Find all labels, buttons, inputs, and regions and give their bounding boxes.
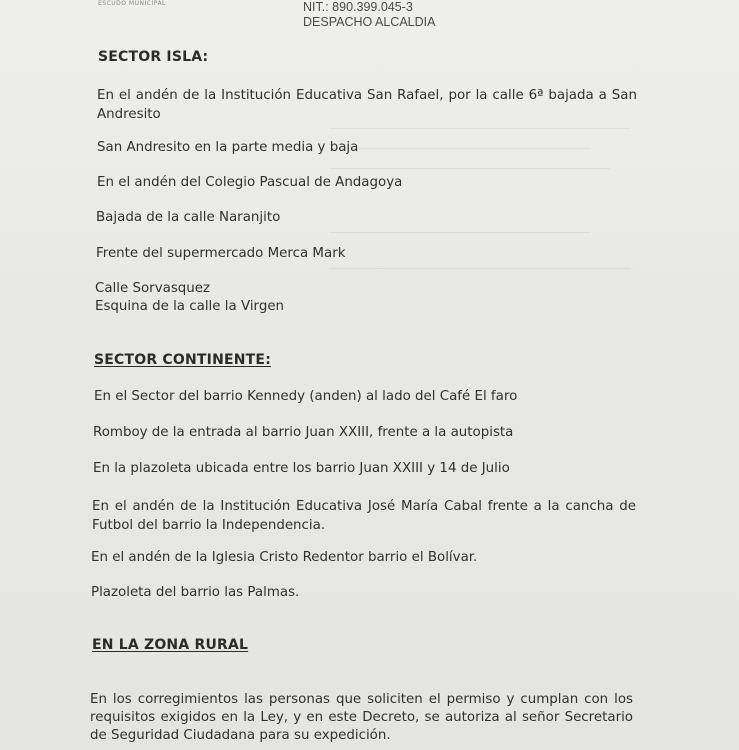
- sector-isla-item: Bajada de la calle Naranjito: [96, 210, 281, 225]
- sector-continente-heading: SECTOR CONTINENTE:: [94, 352, 271, 368]
- zona-rural-paragraph: En los corregimientos las personas que soliciten el permiso y cumplan con los requisitos exigidos en la Ley, y en este Decreto, se autoriza al señor Secretario de Seguridad Ciudadana para su expedición.: [90, 692, 633, 743]
- logo-caption: ESCUDO MUNICIPAL: [98, 0, 166, 7]
- sector-isla-item: En el andén del Colegio Pascual de Andagoya: [97, 175, 403, 190]
- sector-continente-item: Romboy de la entrada al barrio Juan XXIII, frente a la autopista: [93, 425, 514, 440]
- sector-continente-item: En el Sector del barrio Kennedy (anden) al lado del Café El faro: [94, 389, 518, 404]
- sector-isla-item: Frente del supermercado Merca Mark: [96, 246, 346, 261]
- letterhead: [303, 0, 435, 30]
- sector-isla-item: San Andresito en la parte media y baja: [97, 140, 359, 155]
- sector-continente-item: En el andén de la Institución Educativa José María Cabal frente a la cancha de Futbol del barrio la Independencia.: [92, 499, 636, 533]
- sector-isla-item: Esquina de la calle la Virgen: [95, 299, 285, 314]
- bleed-through-line: [330, 232, 590, 233]
- bleed-through-line: [330, 148, 590, 149]
- bleed-through-line: [330, 128, 630, 129]
- bleed-through-line: [330, 268, 630, 269]
- bleed-through-line: [330, 168, 610, 169]
- sector-continente-item: Plazoleta del barrio las Palmas.: [91, 585, 300, 600]
- office-name: DESPACHO ALCALDIA: [303, 15, 436, 29]
- sector-isla-item: En el andén de la Institución Educativa San Rafael, por la calle 6ª bajada a San Andresito: [97, 88, 637, 122]
- sector-isla-heading: SECTOR ISLA:: [98, 49, 209, 65]
- sector-continente-item: En el andén de la Iglesia Cristo Redentor barrio el Bolívar.: [91, 550, 478, 565]
- sector-continente-item: En la plazoleta ubicada entre los barrio Juan XXIII y 14 de Julio: [93, 461, 510, 476]
- sector-isla-item: Calle Sorvasquez: [95, 281, 211, 296]
- nit-number: NIT.: 890.399.045-3: [303, 0, 413, 14]
- zona-rural-heading: EN LA ZONA RURAL: [92, 637, 249, 653]
